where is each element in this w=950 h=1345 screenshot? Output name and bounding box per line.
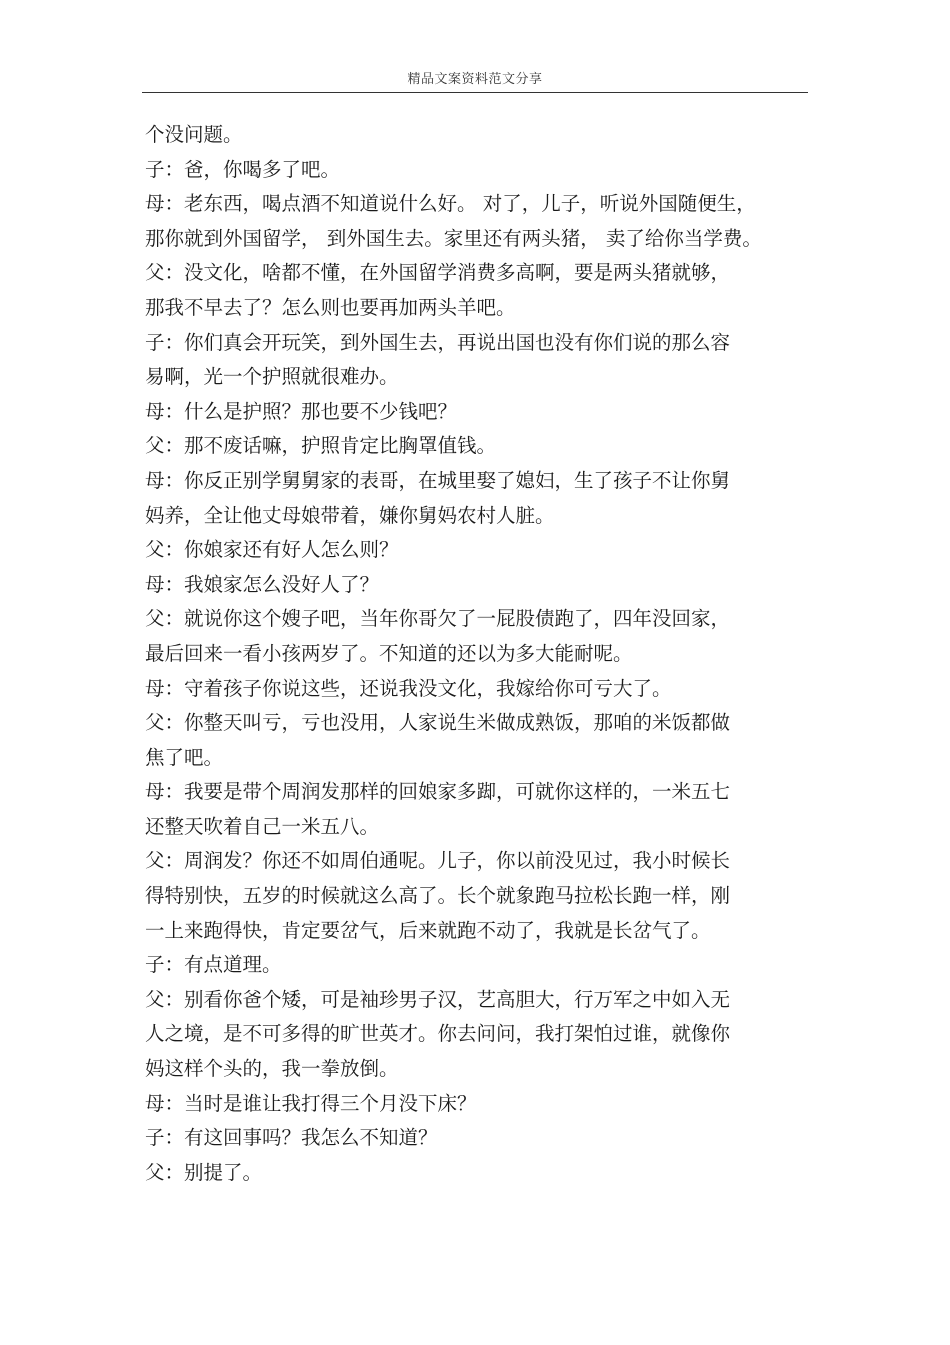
text-line: 父：你娘家还有好人怎么则？	[145, 538, 399, 562]
text-line: 子：有点道理。	[145, 953, 282, 977]
text-line: 子：爸，你喝多了吧。	[145, 157, 341, 181]
text-line: 母：老东西，喝点酒不知道说什么好。 对了，儿子，听说外国随便生，	[145, 192, 756, 216]
header-title: 精品文案资料范文分享	[407, 72, 543, 87]
text-line: 那你就到外国留学， 到外国生去。家里还有两头猪， 卖了给你当学费。	[145, 226, 762, 250]
dialogue-body	[145, 118, 805, 1190]
text-line: 人之境，是不可多得的旷世英才。你去问问，我打架怕过谁，就像你	[145, 1022, 731, 1046]
text-line: 母：什么是护照？那也要不少钱吧？	[145, 399, 458, 423]
text-line: 父：没文化，啥都不懂，在外国留学消费多高啊，要是两头猪就够，	[145, 261, 731, 285]
text-line: 易啊，光一个护照就很难办。	[145, 365, 399, 389]
text-line: 妈养，全让他丈母娘带着，嫌你舅妈农村人脏。	[145, 503, 555, 527]
text-line: 子：你们真会开玩笑，到外国生去，再说出国也没有你们说的那么容	[145, 330, 731, 354]
text-line: 母：你反正别学舅舅家的表哥，在城里娶了媳妇，生了孩子不让你舅	[145, 468, 731, 492]
text-line: 父：那不废话嘛，护照肯定比胸罩值钱。	[145, 434, 497, 458]
text-line: 母：我要是带个周润发那样的回娘家多踋，可就你这样的，一米五七	[145, 780, 731, 804]
text-line: 还整天吹着自己一米五八。	[145, 814, 380, 838]
text-line: 父：就说你这个嫂子吧，当年你哥欠了一屁股债跑了，四年没回家，	[145, 607, 731, 631]
text-line: 父：别提了。	[145, 1160, 263, 1184]
text-line: 子：有这回事吗？我怎么不知道？	[145, 1126, 438, 1150]
text-line: 焦了吧。	[145, 745, 224, 769]
text-line: 最后回来一看小孩两岁了。不知道的还以为多大能耐呢。	[145, 641, 633, 665]
page-header	[142, 62, 808, 93]
text-line: 父：别看你爸个矮，可是袖珍男子汉，艺高胆大，行万军之中如入无	[145, 987, 731, 1011]
text-line: 一上来跑得快，肯定要岔气，后来就跑不动了，我就是长岔气了。	[145, 918, 711, 942]
text-line: 母：我娘家怎么没好人了？	[145, 572, 380, 596]
text-line: 个没问题。	[145, 123, 243, 146]
text-line: 妈这样个头的，我一拳放倒。	[145, 1057, 399, 1081]
text-line: 父：你整天叫亏，亏也没用，人家说生米做成熟饭，那咱的米饭都做	[145, 711, 731, 735]
text-line: 那我不早去了？怎么则也要再加两头羊吧。	[145, 295, 516, 319]
text-line: 得特别快，五岁的时候就这么高了。长个就象跑马拉松长跑一样，刚	[145, 884, 731, 908]
text-line: 父：周润发？你还不如周伯通呢。儿子，你以前没见过，我小时候长	[145, 849, 731, 873]
text-line: 母：当时是谁让我打得三个月没下床？	[145, 1091, 477, 1115]
text-line: 母：守着孩子你说这些，还说我没文化，我嫁给你可亏大了。	[145, 676, 672, 700]
